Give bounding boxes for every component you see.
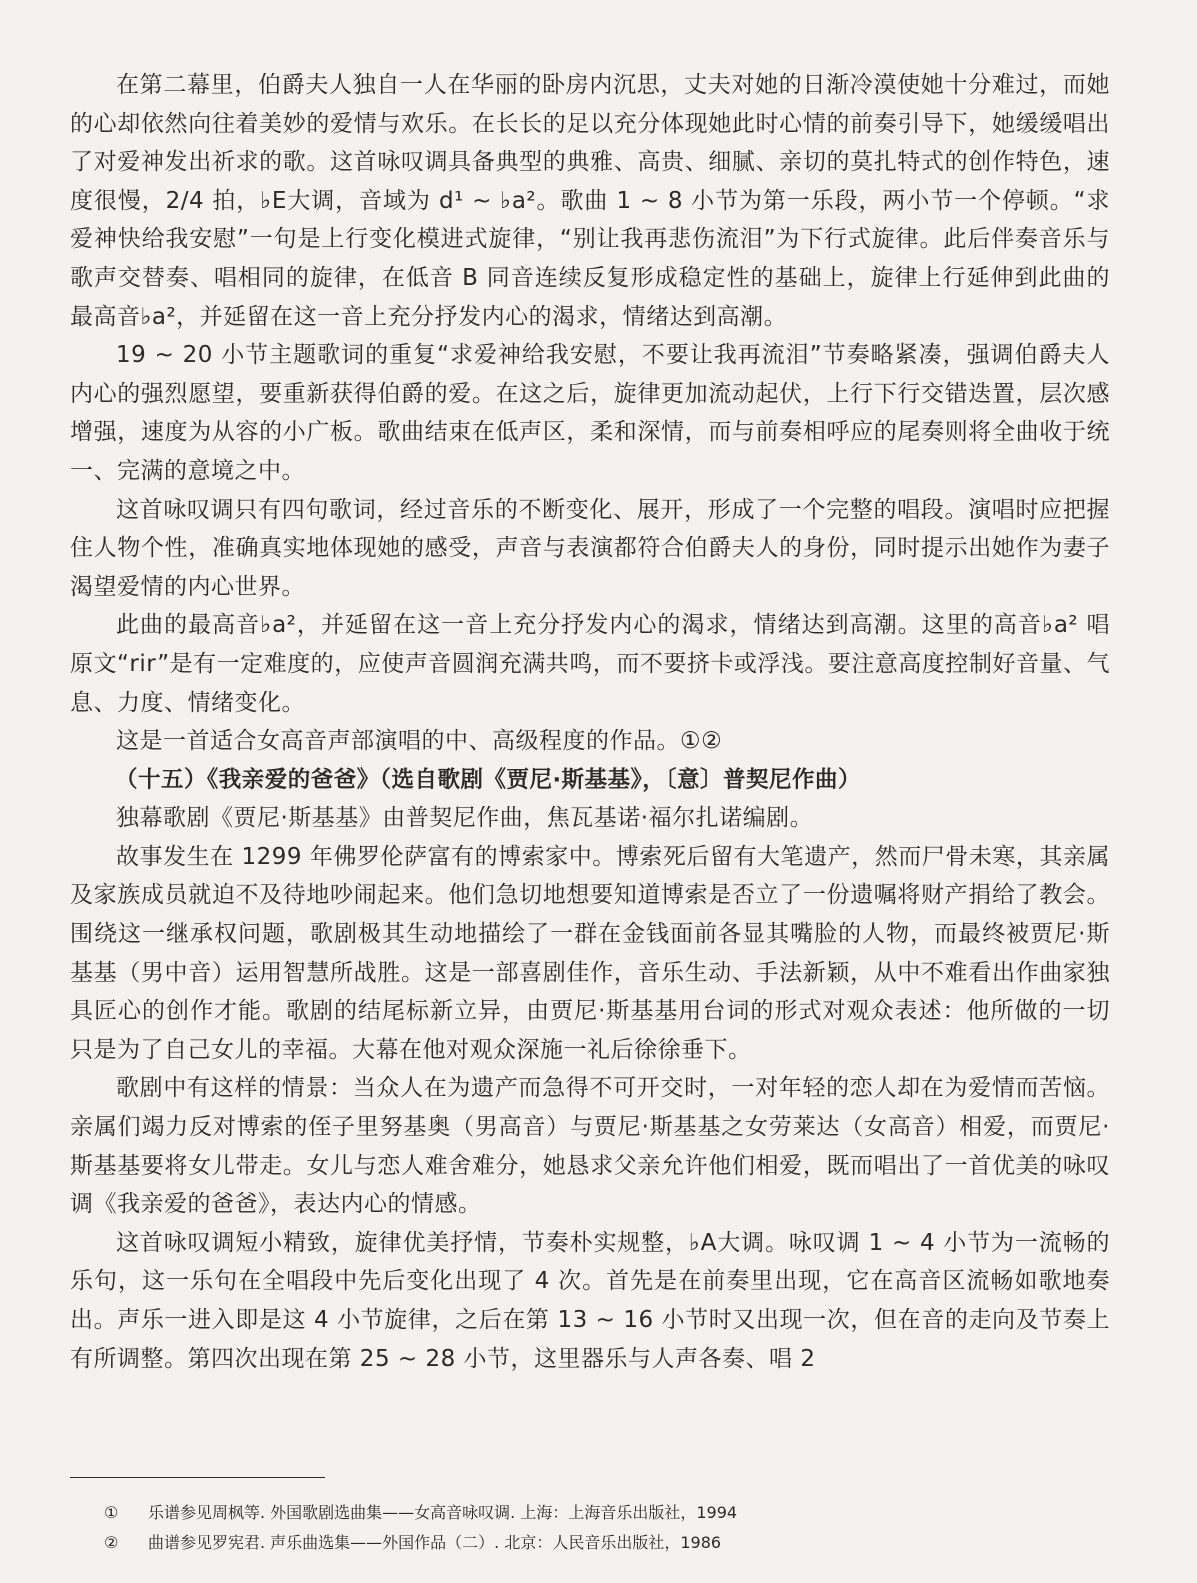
- footnote-divider: [70, 1477, 325, 1478]
- footnote-mark: ②: [104, 1533, 119, 1552]
- paragraph: 故事发生在 1299 年佛罗伦萨富有的博索家中。博索死后留有大笔遗产，然而尸骨未寒，其亲属及家族成员就迫不及待地吵闹起来。他们急切地想要知道博索是否立了一份遗嘱将财产捐给了教会。围绕这一继承权问题，歌剧极其生动地描绘了一群在金钱面前各显其嘴脸的人物，而最终被贾尼·斯基基（男中音）运用智慧所战胜。这是一部喜剧佳作，音乐生动、手法新颖，从中不难看出作曲家独具匠心的创作才能。歌剧的结尾标新立异，由贾尼·斯基基用台词的形式对观众表述：他所做的一切只是为了自己女儿的幸福。大幕在他对观众深施一礼后徐徐垂下。: [70, 843, 1110, 1063]
- page-body: [70, 66, 1110, 1378]
- footnote: [104, 1528, 1104, 1558]
- paragraph: 这首咏叹调只有四句歌词，经过音乐的不断变化、展开，形成了一个完整的唱段。演唱时应把握住人物个性，准确真实地体现她的感受，声音与表演都符合伯爵夫人的身份，同时提示出她作为妻子渴望爱情的内心世界。: [70, 496, 1110, 600]
- footnote-mark: ①: [104, 1503, 119, 1522]
- paragraph: 此曲的最高音♭a²，并延留在这一音上充分抒发内心的渴求，情绪达到高潮。这里的高音♭a² 唱原文“rir”是有一定难度的，应使声音圆润充满共鸣，而不要挤卡或浮浅。要注意高度控制好音量、气息、力度、情绪变化。: [70, 612, 1110, 716]
- footnotes: [104, 1498, 1104, 1558]
- paragraph: 这是一首适合女高音声部演唱的中、高级程度的作品。①②: [116, 728, 723, 755]
- section-heading: （十五）《我亲爱的爸爸》（选自歌剧《贾尼·斯基基》，〔意〕普契尼作曲）: [115, 766, 862, 793]
- paragraph: 独幕歌剧《贾尼·斯基基》由普契尼作曲，焦瓦基诺·福尔扎诺编剧。: [116, 805, 814, 832]
- footnote: [104, 1498, 1104, 1528]
- paragraph: 在第二幕里，伯爵夫人独自一人在华丽的卧房内沉思，丈夫对她的日渐冷漠使她十分难过，而她的心却依然向往着美妙的爱情与欢乐。在长长的足以充分体现她此时心情的前奏引导下，她缓缓唱出了对爱神发出祈求的歌。这首咏叹调具备典型的典雅、高贵、细腻、亲切的莫扎特式的创作特色，速度很慢，2/4 拍，♭E大调，音域为 d¹ ~ ♭a²。歌曲 1 ~ 8 小节为第一乐段，两小节一个停顿。“求爱神快给我安慰”一句是上行变化模进式旋律，“别让我再悲伤流泪”为下行式旋律。此后伴奏音乐与歌声交替奏、唱相同的旋律，在低音 B 同音连续反复形成稳定性的基础上，旋律上行延伸到此曲的最高音♭a²，并延留在这一音上充分抒发内心的渴求，情绪达到高潮。: [70, 72, 1110, 330]
- paragraph: 这首咏叹调短小精致，旋律优美抒情，节奏朴实规整，♭A大调。咏叹调 1 ~ 4 小节为一流畅的乐句，这一乐句在全唱段中先后变化出现了 4 次。首先是在前奏里出现，它在高音区流畅如歌地奏出。声乐一进入即是这 4 小节旋律，之后在第 13 ~ 16 小节时又出现一次，但在音的走向及节奏上有所调整。第四次出现在第 25 ~ 28 小节，这里器乐与人声各奏、唱 2: [70, 1229, 1110, 1372]
- footnote-text: 曲谱参见罗宪君. 声乐曲选集——外国作品（二）. 北京：人民音乐出版社，1986: [148, 1533, 722, 1552]
- paragraph: 歌剧中有这样的情景：当众人在为遗产而急得不可开交时，一对年轻的恋人却在为爱情而苦恼。亲属们竭力反对博索的侄子里努基奥（男高音）与贾尼·斯基基之女劳莱达（女高音）相爱，而贾尼·斯基基要将女儿带走。女儿与恋人难舍难分，她恳求父亲允许他们相爱，既而唱出了一首优美的咏叹调《我亲爱的爸爸》，表达内心的情感。: [70, 1075, 1110, 1218]
- paragraph: 19 ~ 20 小节主题歌词的重复“求爱神给我安慰，不要让我再流泪”节奏略紧凑，强调伯爵夫人内心的强烈愿望，要重新获得伯爵的爱。在这之后，旋律更加流动起伏，上行下行交错迭置，层次感增强，速度为从容的小广板。歌曲结束在低声区，柔和深情，而与前奏相呼应的尾奏则将全曲收于统一、完满的意境之中。: [70, 342, 1110, 484]
- footnote-text: 乐谱参见周枫等. 外国歌剧选曲集——女高音咏叹调. 上海：上海音乐出版社，1994: [148, 1503, 738, 1522]
